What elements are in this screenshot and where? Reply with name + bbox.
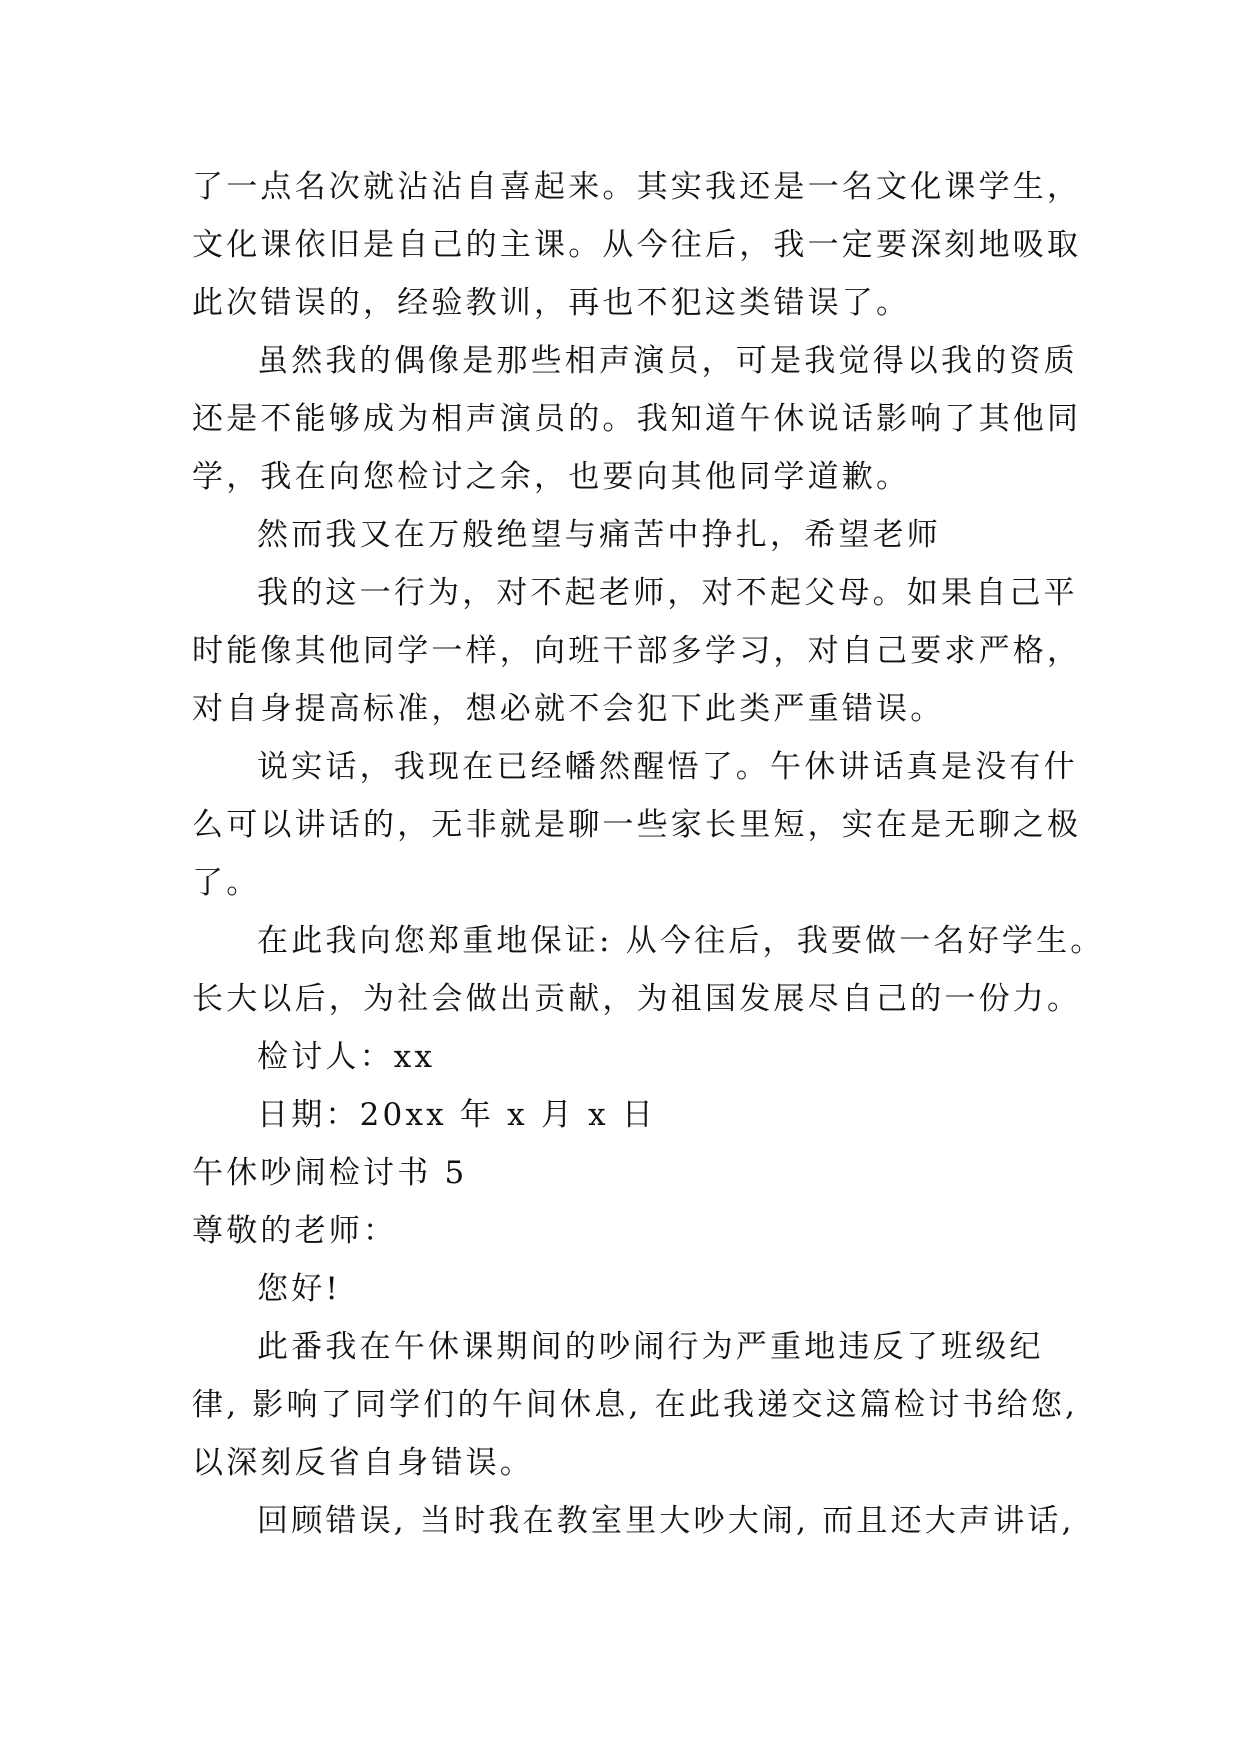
signature-line: 检讨人：xx xyxy=(257,1039,436,1075)
paragraph-start: 然而我又在万般绝望与痛苦中挣扎，希望老师 xyxy=(257,517,941,553)
text-line: 律, 影响了同学们的午间休息, 在此我递交这篇检讨书给您, xyxy=(192,1387,1079,1423)
section-title: 午休吵闹检讨书 5 xyxy=(192,1155,468,1191)
text-line: 了。 xyxy=(192,865,261,901)
paragraph-start: 说实话，我现在已经幡然醒悟了。午休讲话真是没有什 xyxy=(257,749,1078,785)
paragraph-start: 虽然我的偶像是那些相声演员，可是我觉得以我的资质 xyxy=(257,343,1078,379)
text-line: 对自身提高标准，想必就不会犯下此类严重错误。 xyxy=(192,691,945,727)
paragraph-start: 回顾错误, 当时我在教室里大吵大闹, 而且还大声讲话, xyxy=(257,1503,1075,1539)
text-line: 还是不能够成为相声演员的。我知道午休说话影响了其他同 xyxy=(192,401,1082,437)
text-line: 文化课依旧是自己的主课。从今往后，我一定要深刻地吸取 xyxy=(192,227,1082,263)
date-line: 日期：20xx 年 x 月 x 日 xyxy=(257,1097,657,1133)
paragraph-start: 在此我向您郑重地保证: 从今往后，我要做一名好学生。 xyxy=(257,923,1105,959)
text-line: 以深刻反省自身错误。 xyxy=(192,1445,534,1481)
paragraph-start: 此番我在午休课期间的吵闹行为严重地违反了班级纪 xyxy=(257,1329,1044,1365)
text-line: 学，我在向您检讨之余，也要向其他同学道歉。 xyxy=(192,459,911,495)
text-line: 此次错误的，经验教训，再也不犯这类错误了。 xyxy=(192,285,911,321)
greeting: 您好! xyxy=(257,1271,342,1307)
text-line: 长大以后，为社会做出贡献，为祖国发展尽自己的一份力。 xyxy=(192,981,1082,1017)
salutation: 尊敬的老师： xyxy=(192,1213,398,1249)
text-line: 了一点名次就沾沾自喜起来。其实我还是一名文化课学生， xyxy=(192,169,1082,205)
text-line: 么可以讲话的，无非就是聊一些家长里短，实在是无聊之极 xyxy=(192,807,1082,843)
paragraph-start: 我的这一行为，对不起老师，对不起父母。如果自己平 xyxy=(257,575,1078,611)
text-line: 时能像其他同学一样，向班干部多学习，对自己要求严格， xyxy=(192,633,1082,669)
